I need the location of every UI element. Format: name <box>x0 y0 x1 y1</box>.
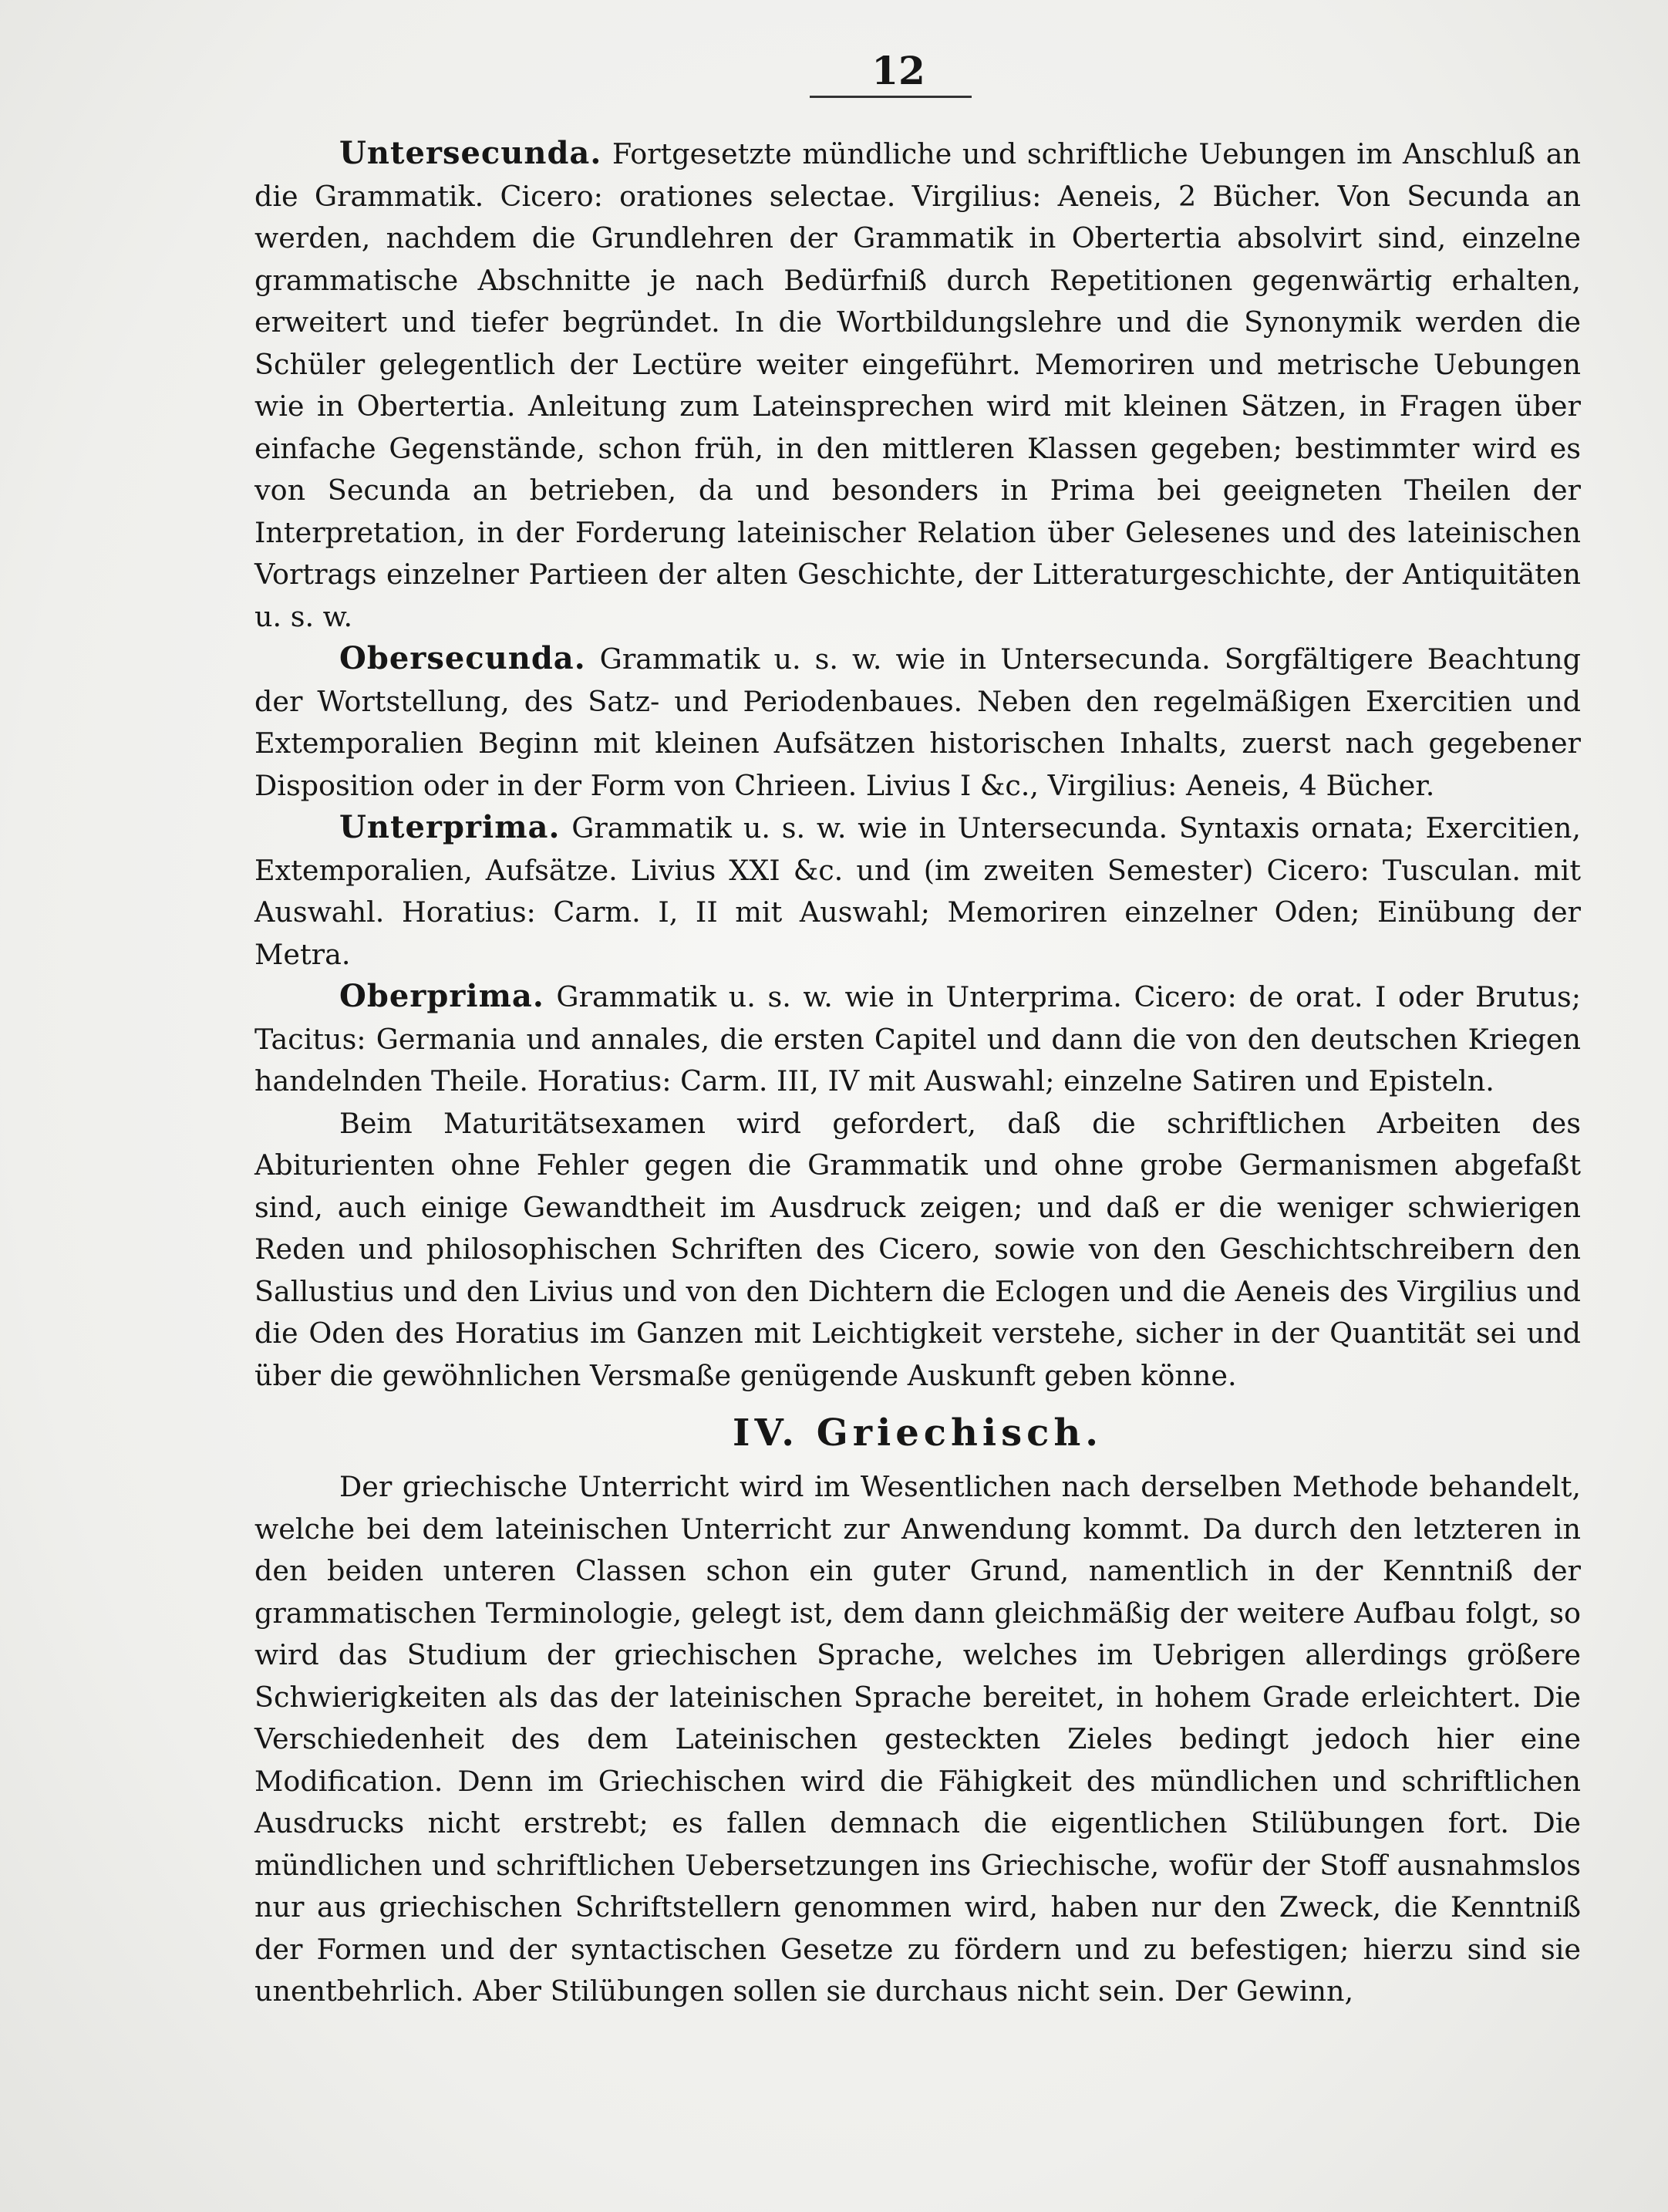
section-term: Oberprima. <box>339 978 544 1014</box>
body-text <box>254 133 1581 2013</box>
section-oberprima <box>254 976 1581 1103</box>
greek-paragraph: Der griechische Unterricht wird im Wesentlichen nach derselben Methode behandelt, welche bei dem lateinischen Unterricht zur Anwendung kommt. Da durch den letzteren in den beiden unteren Classen schon ein guter Grund, namentlich in der Kenntniß der grammatischen Terminologie, gelegt ist, dem dann gleichmäßig der weitere Aufbau folgt, so wird das Studium der griechischen Sprache, welches im Uebrigen allerdings größere Schwierigkeiten als das der lateinischen Sprache bereitet, in hohem Grade erleichtert. Die Verschiedenheit des dem Lateinischen gesteckten Zieles bedingt jedoch hier eine Modification. Denn im Griechischen wird die Fähigkeit des mündlichen und schriftlichen Ausdrucks nicht erstrebt; es fallen demnach die eigentlichen Stilübungen fort. Die mündlichen und schriftlichen Uebersetzungen ins Griechische, wofür der Stoff ausnahmslos nur aus griechischen Schriftstellern genommen wird, haben nur den Zweck, die Kenntniß der Formen und der syntactischen Gesetze zu fördern und zu befestigen; hierzu sind sie unentbehrlich. Aber Stilübungen sollen sie durchaus nicht sein. Der Gewinn, <box>254 1470 1581 2008</box>
section-term: Obersecunda. <box>339 640 586 676</box>
page-number: 12 <box>871 48 925 93</box>
section-term: Unterprima. <box>339 809 561 845</box>
section-text: Grammatik u. s. w. wie in Untersecunda. Sorgfältigere Beachtung der Wortstellung, des Satz- und Periodenbaues. Neben den regelmäßigen Exercitien und Extemporalien Beginn mit kleinen Aufsätzen historischen Inhalts, zuerst nach gegebener Disposition oder in der Form von Chrieen. Livius I &c., Virgilius: Aeneis, 4 Bücher. <box>254 642 1581 802</box>
section-text: Grammatik u. s. w. wie in Untersecunda. Syntaxis ornata; Exercitien, Extemporalien, Aufsätze. Livius XXI &c. und (im zweiten Semester) Cicero: Tusculan. mit Auswahl. Horatius: Carm. I, II mit Auswahl; Memoriren einzelner Oden; Einübung der Metra. <box>254 811 1581 971</box>
section-obersecunda <box>254 638 1581 807</box>
header-rule <box>810 96 972 98</box>
section-unterprima <box>254 807 1581 976</box>
section-text: Fortgesetzte mündliche und schriftliche Uebungen im Anschluß an die Grammatik. Cicero: orationes selectae. Virgilius: Aeneis, 2 Bücher. Von Secunda an werden, nachdem die Grundlehren der Grammatik in Obertertia absolvirt sind, einzelne grammatische Abschnitte je nach Bedürfniß durch Repetitionen gegenwärtig erhalten, erweitert und tiefer begründet. In die Wortbildungslehre und die Synonymik werden die Schüler gelegentlich der Lectüre weiter eingeführt. Memoriren und metrische Uebungen wie in Obertertia. Anleitung zum Lateinsprechen wird mit kleinen Sätzen, in Fragen über einfache Gegenstände, schon früh, in den mittleren Klassen gegeben; bestimmter wird es von Secunda an betrieben, da und besonders in Prima bei geeigneten Theilen der Interpretation, in der Forderung lateinischer Relation über Gelesenes und des lateinischen Vortrags einzelner Partieen der alten Geschichte, der Litteraturgeschichte, der Antiquitäten u. s. w. <box>254 137 1581 633</box>
section-text: Grammatik u. s. w. wie in Unterprima. Cicero: de orat. I oder Brutus; Tacitus: Germania und annales, die ersten Capitel und dann die von den deutschen Kriegen handelnden Theile. Horatius: Carm. III, IV mit Auswahl; einzelne Satiren und Episteln. <box>254 980 1581 1098</box>
section-heading: IV. Griechisch. <box>733 1411 1103 1455</box>
section-term: Untersecunda. <box>339 135 602 171</box>
section-untersecunda <box>254 133 1581 638</box>
maturity-paragraph: Beim Maturitätsexamen wird gefordert, daß die schriftlichen Arbeiten des Abiturienten ohne Fehler gegen die Grammatik und ohne grobe Germanismen abgefaßt sind, auch einige Gewandtheit im Ausdruck zeigen; und daß er die weniger schwierigen Reden und philosophischen Schriften des Cicero, sowie von den Geschichtschreibern den Sallustius und den Livius und von den Dichtern die Eclogen und die Aeneis des Virgilius und die Oden des Horatius im Ganzen mit Leichtigkeit verstehe, sicher in der Quantität sei und über die gewöhnlichen Versmaße genügende Auskunft geben könne. <box>254 1106 1581 1392</box>
